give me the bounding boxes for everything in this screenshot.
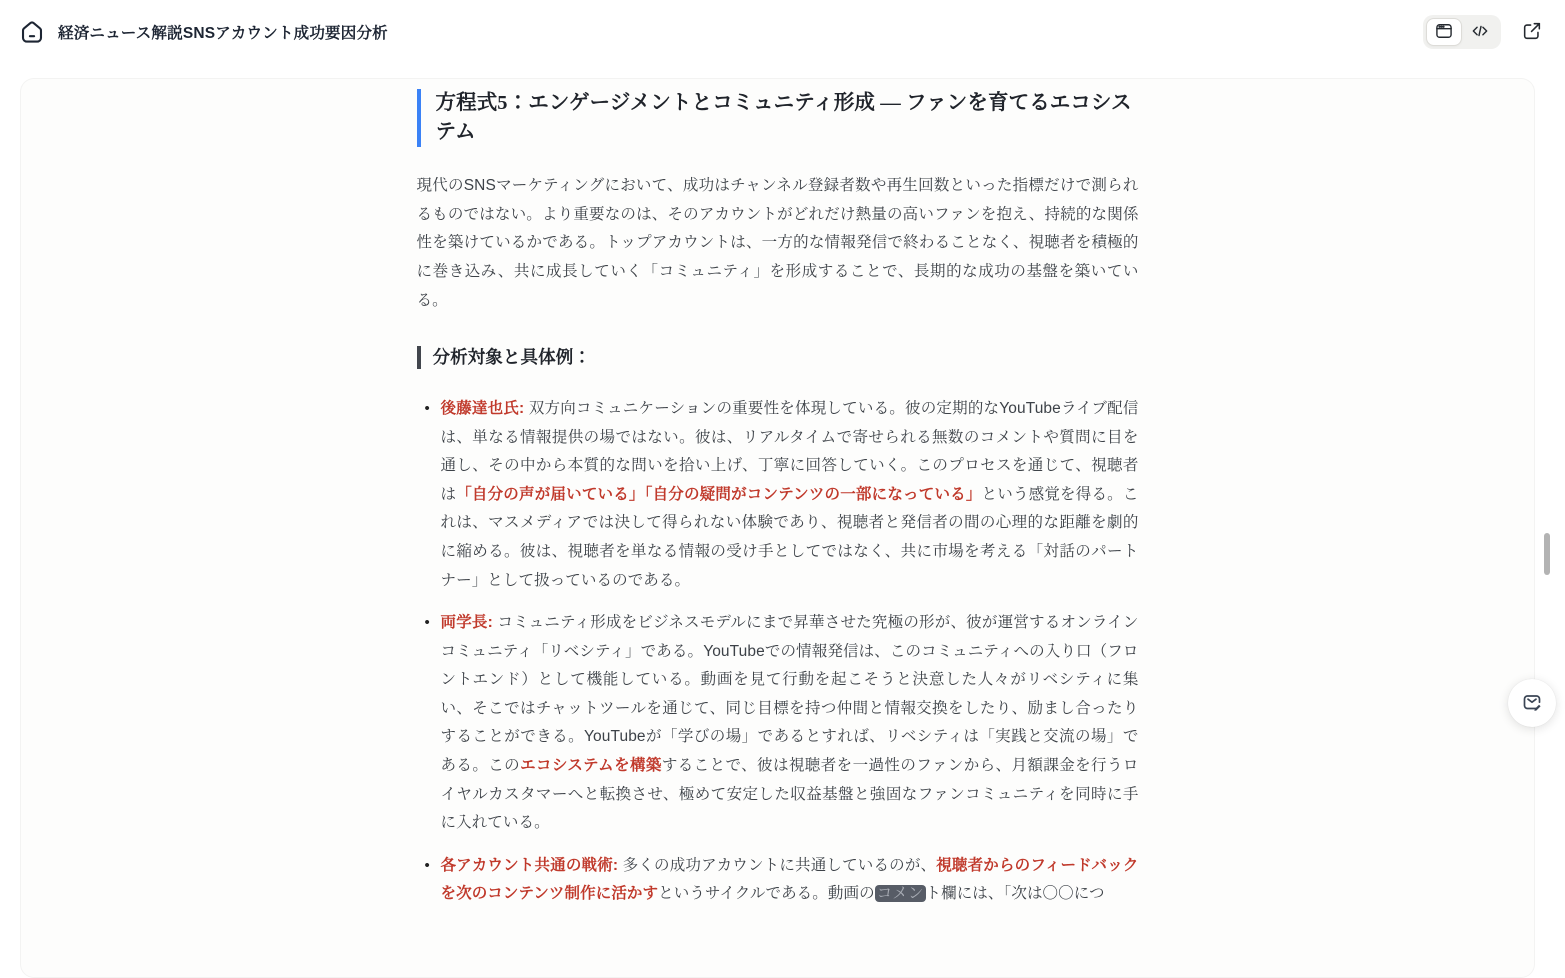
text-segment-red: 「自分の声が届いている」「自分の疑問がコンテンツの一部になっている」: [456, 485, 982, 503]
document-body: [417, 89, 1139, 909]
open-external-button[interactable]: [1517, 17, 1547, 47]
document-column: [417, 79, 1139, 909]
topbar-controls: [1423, 15, 1547, 49]
scrollbar-thumb[interactable]: [1544, 533, 1550, 575]
text-segment-red: 両学長:: [440, 614, 493, 632]
artifact-app-icon: [18, 18, 46, 46]
text-segment-normal: ト欄には、「次は〇〇につ: [925, 885, 1105, 903]
list-item-text: [441, 609, 1139, 838]
list-item-text: [441, 395, 1139, 595]
bullet-marker: •: [424, 856, 430, 874]
text-segment-normal: というサイクルである。動画の: [658, 885, 875, 903]
analysis-list: [417, 395, 1139, 909]
text-segment-normal: 多くの成功アカウントに共通しているのが、: [618, 856, 937, 874]
preview-toggle-button[interactable]: [1426, 18, 1462, 46]
preview-window-icon: [1434, 21, 1454, 44]
feedback-button[interactable]: [1508, 679, 1556, 727]
code-toggle-button[interactable]: [1462, 18, 1498, 46]
list-item: [417, 395, 1139, 595]
page-title: 経済ニュース解説SNSアカウント成功要因分析: [58, 25, 388, 42]
top-bar: [0, 0, 1565, 64]
text-segment-normal: コミュニティ形成をビジネスモデルにまで昇華させた究極の形が、彼が運営するオンラインコミュニティ「リベシティ」である。YouTubeでの情報発信は、このコミュニティへの入り口（フロントエンド）として機能している。動画を見て行動を起こそうと決意した人々がリベシティに集い、そこではチャットツールを通じて、同じ目標を持つ仲間と情報交換をしたり、励まし合ったりすることができる。YouTubeが「学びの場」であるとすれば、リベシティは「実践と交流の場」である。この: [440, 614, 1139, 775]
text-segment-red: 各アカウント共通の戦術:: [440, 856, 619, 874]
text-segment-red: エコシステムを構築: [520, 757, 662, 775]
feedback-compose-icon: [1520, 690, 1544, 717]
text-segment-highlight: コメン: [876, 885, 924, 903]
list-item: [417, 852, 1139, 909]
text-segment-red: 視聴者からのフィードバックを次のコンテンツ制作に活かす: [440, 856, 1139, 903]
text-segment-normal: 双方向コミュニケーションの重要性を体現している。彼の定期的なYouTubeライブ配信は、単なる情報提供の場ではない。彼は、リアルタイムで寄せられる無数のコメントや質問に目を通し、その中から本質的な問いを拾い上げ、丁寧に回答していく。このプロセスを通じて、視聴者は: [440, 399, 1139, 503]
artifact-panel: [20, 78, 1535, 978]
list-item: [417, 609, 1139, 838]
code-icon: [1470, 21, 1490, 44]
bullet-marker: •: [424, 399, 430, 417]
text-segment-red: 後藤達也氏:: [440, 399, 525, 417]
open-external-icon: [1521, 20, 1543, 45]
list-item-text: [441, 852, 1139, 909]
bullet-marker: •: [424, 614, 430, 632]
text-segment-normal: という感覚を得る。これは、マスメディアでは決して得られない体験であり、視聴者と発信者の間の心理的な距離を劇的に縮める。彼は、視聴者を単なる情報の受け手としてではなく、共に市場を考える「対話のパートナー」として扱っているのである。: [440, 485, 1139, 589]
section-heading: 方程式5：エンゲージメントとコミュニティ形成 — ファンを育てるエコシステム: [417, 89, 1139, 147]
sub-heading: 分析対象と具体例：: [417, 346, 1139, 369]
view-toggle: [1423, 15, 1501, 49]
intro-paragraph: 現代のSNSマーケティングにおいて、成功はチャンネル登録者数や再生回数といった指標だけで測られるものではない。より重要なのは、そのアカウントがどれだけ熱量の高いファンを抱え、持続的な関係性を築けているかである。トップアカウントは、一方的な情報発信で終わることなく、視聴者を積極的に巻き込み、共に成長していく「コミュニティ」を形成することで、長期的な成功の基盤を築いている。: [416, 177, 1139, 309]
text-segment-normal: することで、彼は視聴者を一過性のファンから、月額課金を行うロイヤルカスタマーへと転換させ、極めて安定した収益基盤と強固なファンコミュニティを同時に手に入れている。: [440, 757, 1139, 832]
title-group: [18, 18, 388, 46]
